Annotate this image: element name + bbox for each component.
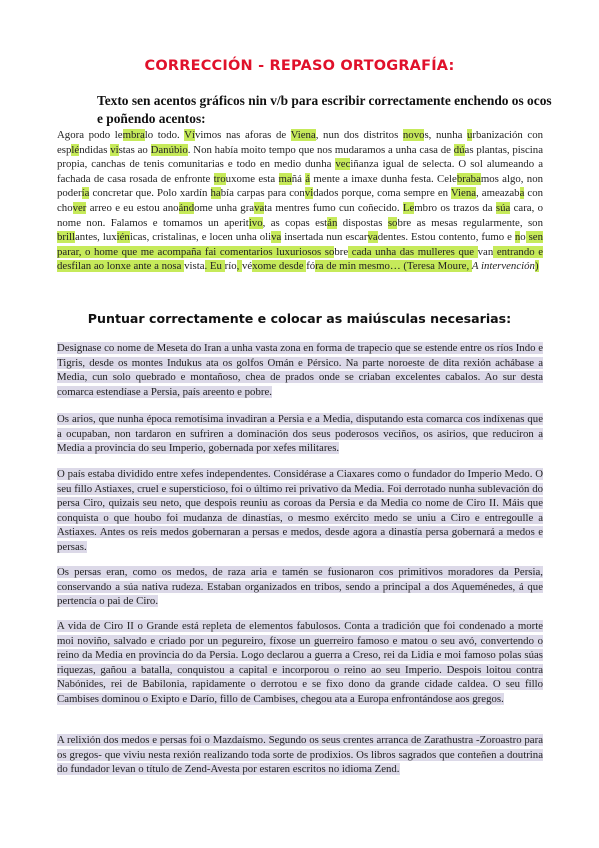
highlighted-fill-in: ha: [210, 187, 221, 200]
book-title: A intervención: [471, 260, 535, 273]
highlighted-fill-in: ): [534, 260, 539, 273]
text-run: , as copas est: [262, 216, 328, 229]
highlighted-fill-in: vi: [110, 143, 119, 156]
highlighted-fill-in: lé: [71, 143, 80, 156]
highlighted-fill-in: ivo: [248, 216, 263, 229]
highlighted-fill-in: novo: [402, 129, 425, 141]
text-run: icas, cristalinas, e locen unha oli: [129, 231, 272, 244]
highlighted-fill-in: Viena: [290, 129, 316, 141]
highlighted-fill-in: ma: [278, 172, 292, 185]
highlighted-fill-in: mbra: [122, 129, 145, 141]
highlighted-fill-in: tro: [213, 172, 226, 185]
text-run: insertada nun escar: [281, 231, 368, 244]
text-run: dados porque, coma sempre en: [313, 187, 451, 200]
text-run: , ameazab: [476, 187, 520, 200]
exercise-2-paragraph-3: [57, 467, 543, 555]
highlighted-fill-in: súa: [495, 201, 511, 214]
exercise-2-paragraph-6: [57, 733, 543, 777]
paragraph-text: Designase co nome de Meseta do Iran a unha vasta zona en forma de trapecio que se estende entre os ríos Indo e Tigris, desde os montes Indukus ata os golfos Omán e Pérsico. Na parte noroeste de dita rexión achábase a Media, cun solo quebrado e montañoso, chea de prados onde se criaban excelentes cabalos. Ao sur desta comarca estendíase a Persia, país areento e pobre.: [57, 342, 543, 398]
highlighted-fill-in: Ví: [184, 129, 195, 141]
highlighted-fill-in: án: [327, 216, 338, 229]
text-run: fó: [306, 260, 316, 273]
text-run: bre: [334, 245, 349, 258]
text-run: Agora podo le: [57, 129, 123, 141]
highlighted-fill-in: xome desde: [252, 260, 307, 273]
page-title: CORRECCIÓN - REPASO ORTOGRAFÍA:: [144, 58, 455, 74]
highlighted-fill-in: n: [514, 231, 521, 244]
highlighted-fill-in: . Eu: [204, 260, 225, 273]
highlighted-fill-in: á: [305, 172, 311, 185]
exercise-2-heading: Puntuar correctamente e colocar as maiúsculas necesarias:: [87, 311, 512, 326]
text-run: vé: [242, 260, 253, 273]
text-run: bre as mesas regularmente, son: [397, 216, 543, 229]
highlighted-fill-in: sen parar, o home que me acompaña fai comentarios luxuriosos so: [57, 231, 544, 258]
exercise-2-paragraph-4: [57, 565, 543, 609]
text-run: ome unha gra: [194, 201, 255, 214]
highlighted-fill-in: ver: [72, 201, 87, 214]
text-run: con cho: [57, 187, 544, 214]
highlighted-fill-in: ía: [81, 187, 90, 200]
text-run: . Non había moito tempo que nos mudaramos a unha casa de: [187, 143, 454, 156]
text-run: dentes. Estou contento, fumo e: [377, 231, 515, 244]
highlighted-fill-in: Le: [402, 201, 415, 214]
highlighted-fill-in: ,: [236, 260, 243, 273]
text-run: as plantas, piscina propia, canchas de tenis comunitarias e todo en medio dunha: [57, 143, 543, 171]
text-run: lo todo.: [144, 129, 185, 141]
highlighted-fill-in: Danúbio: [150, 143, 188, 156]
exercise-1-text: [57, 128, 543, 274]
paragraph-text: A relixión dos medos e persas foi o Mazdaísmo. Segundo os seus crentes arranca de Zarathustra -Zoroastro para os gregos- que viviu nesta rexión realizando toda sorte de prodixios. Os libros sagrados que conteñen a doutrina do fundador levan o título de Zend-Avesta por estaren escritos no idioma Zend.: [57, 734, 543, 776]
text-run: mbro os trazos da: [414, 201, 496, 214]
text-run: stas ao: [118, 143, 151, 156]
text-run: vimos nas aforas de: [194, 129, 291, 141]
highlighted-fill-in: vi: [304, 187, 314, 200]
text-run: rbanización con esp: [57, 129, 543, 156]
text-run: dispostas: [337, 216, 388, 229]
text-run: arreo e eu estou ano: [86, 201, 179, 214]
exercise-1-instructions: Texto sen acentos gráficos nin v/b para escribir correctamente enchendo os ocos e poñendo acentos:: [97, 93, 552, 126]
highlighted-fill-in: Viena: [450, 187, 477, 200]
text-run: uxome esta: [225, 172, 279, 185]
text-run: ndidas: [79, 143, 111, 156]
paragraph-text: Os persas eran, como os medos, de raza aria e tamén se fusionaron cos primitivos moradores da Persia, conservando a súa nativa rudeza. Estaban organizados en tribos, sendo a principal a dos Aqueménedes, á que pertencía o pai de Ciro.: [57, 566, 543, 608]
text-run: s, nunha: [424, 129, 468, 141]
highlighted-fill-in: cada unha das mulleres que: [348, 245, 478, 258]
text-run: iñanza igual de selecta. O sol alumeando a fachada de casa rosada de enfronte: [57, 158, 543, 185]
highlighted-fill-in: a: [519, 187, 525, 200]
paragraph-text: A vida de Ciro II o Grande está repleta de elementos fabulosos. Conta a tradición que foi condenado a morte moi noviño, salvado e criado por un pegureiro, fíxose un guerreiro famoso e matou o seu avó, convertendo o reino da Media en provincia do da Persia. Logo declarou a guerra a Creso, rei da Lidia e moi famoso polas súas riquezas, gañou a batalla, conquistou a capital e incorporou o reino ao seu Imperio. Despois loitou contra Nabónides, rei de Babilonia, rapidamente o derrotou e se fixo dono da grande cidade caldea. O seu fillo Cambises dominou o Exipto e Darío, fillo de Cambises, chegou ata a Europa enfrontándose aos gregos.: [57, 620, 543, 705]
highlighted-fill-in: ra de min mesmo… (Teresa Moure,: [315, 260, 472, 273]
text-run: van: [477, 245, 494, 258]
text-run: o: [520, 231, 526, 244]
text-run: vista: [184, 260, 205, 273]
text-run: , nun dos distritos: [315, 129, 403, 141]
highlighted-fill-in: brill: [57, 231, 75, 244]
exercise-2-paragraph-5: [57, 619, 543, 707]
text-run: ta mentres fumo cun coñecido.: [264, 201, 403, 214]
paragraph-text: O país estaba dividido entre xefes independentes. Considérase a Ciaxares como o fundador do Imperio Medo. O seu fillo Astiaxes, cruel e supersticioso, foi o último rei privativo da Media. Foi derrotado nunha sublevación do persa Ciro, quizais seu neto, que despois reuniu as coroas da Persia e da Media co nome de Ciro II. Máis que conquista o que houbo foi mudanza de dinastías, o mesmo exército medo se uniu a Ciro e entregoulle a Astiaxes. Antes os reis medos gobernaran a persas e medos, desde agora a dinastía persa gobernará a medos e persas.: [57, 468, 543, 553]
highlighted-fill-in: ánd: [178, 201, 195, 214]
highlighted-fill-in: so: [387, 216, 398, 229]
exercise-2-paragraph-1: [57, 341, 543, 399]
highlighted-fill-in: braba: [456, 172, 481, 185]
text-run: mos algo, non poder: [57, 172, 543, 200]
text-run: río: [224, 260, 237, 273]
paragraph-text: Os arios, que nunha época remotísima invadiran a Persia e a Media, disputando esta comarca cos indíxenas que a ocupaban, non tardaron en sufriren a dominación dos seus poderosos veciños, os asirios, que reduciron a Media a provincia do seu Imperio, gobernada por xefes militares.: [57, 413, 543, 455]
exercise-2-paragraph-2: [57, 412, 543, 456]
text-run: antes, lux: [75, 231, 117, 244]
highlighted-fill-in: va: [367, 231, 378, 244]
text-run: concretar que. Polo xardín: [89, 187, 211, 200]
highlighted-fill-in: va: [254, 201, 265, 214]
highlighted-fill-in: u: [467, 129, 473, 141]
text-run: mente a imaxe dunha festa. Cele: [310, 172, 457, 185]
highlighted-fill-in: va: [271, 231, 282, 244]
highlighted-fill-in: dú: [453, 143, 465, 156]
highlighted-fill-in: vec: [335, 158, 351, 171]
highlighted-fill-in: ién: [116, 231, 130, 244]
text-run: bía carpas para con: [220, 187, 305, 200]
highlighted-fill-in: entrando e desfilan ao lonxe ante a nosa: [57, 245, 543, 273]
text-run: ñá: [291, 172, 306, 185]
text-run: cara, o nome non. Falamos e tomamos un aperit: [57, 201, 544, 229]
